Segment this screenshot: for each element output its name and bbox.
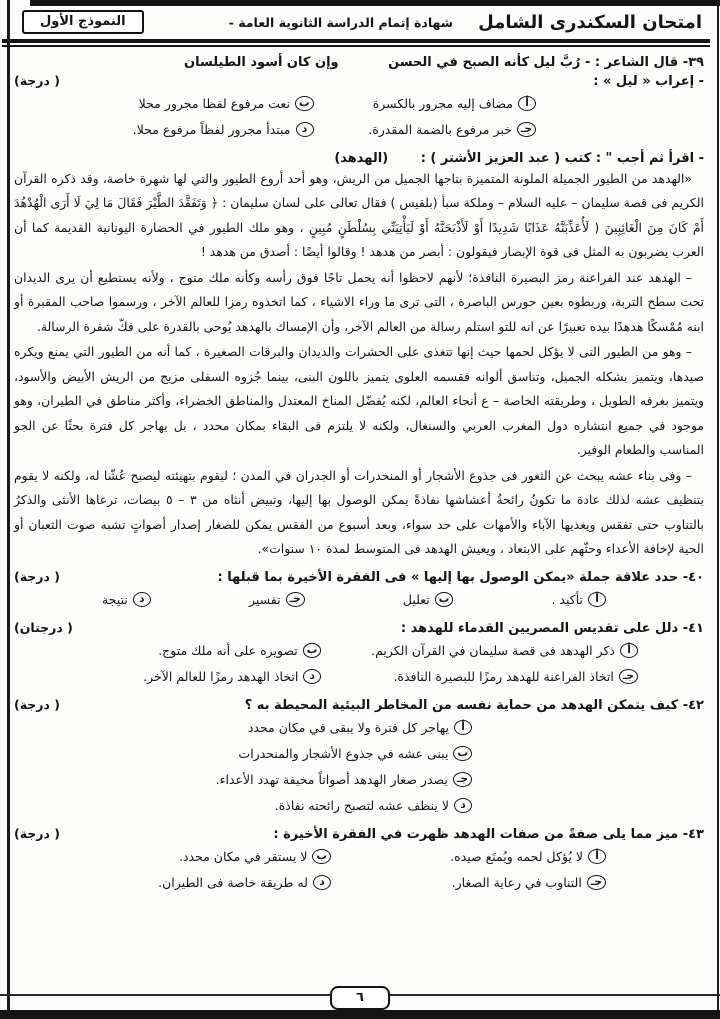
option-d[interactable] [14, 793, 472, 819]
option-text: نعت مرفوع لفظا مجرور محلا [138, 95, 290, 111]
passage-paragraph-1: «الهدهد من الطيور الجميلة الملونة المتميزة بتاجها الجميل من الريش، وهو أحد أروع الطيور والتي لها شهرة خاصة، وقد ذكره القرآن الكريم فى قصة سليمان – عليه السلام – وملكة سبأ (بلقيس ) فقال تعالى على لسان سليمان : ﴿ وَتَفَقَّدَ الطَّيْرَ فَقَالَ مَا لِيَ لَا أَرَى الْهُدْهُدَ أَمْ كَانَ مِنَ الْغَائِبِينَ ( لَأُعَذِّبَنَّهُ عَذَابًا شَدِيدًا أَوْ لَأَذْبَحَنَّهُ أَوْ لَيَأْتِيَنِّي بِسُلْطَنٍ مُبِينٍ ، وهو ملك الطيور في الحضارة اليونانية القديمة كما أن العرب يضربون به المثل فى قوة الإبصار فيقولون : أبصر من هدهد ! وقالوا أيضًا : أصدق من هدهد ! [14, 170, 704, 259]
question-40-prompt-row [14, 569, 704, 585]
passage-intro-row [14, 151, 704, 166]
poem-second-hemistich: وإن كان أسود الطيلسان [184, 54, 339, 70]
right-border [717, 0, 719, 1019]
question-41-options [53, 638, 638, 690]
option-letter-c: جـ [517, 122, 536, 137]
question-39-marks: ( درجة) [14, 72, 60, 88]
option-letter-b: ب [435, 592, 454, 607]
question-43-marks: ( درجة) [14, 825, 60, 841]
option-text: مبتدأ مجرور لفظاً مرفوع محلا. [132, 121, 291, 137]
header-rule-thick [2, 39, 710, 43]
option-text: تصويره على أنه ملك متوج. [158, 642, 298, 658]
option-letter-b: ب [295, 96, 314, 111]
question-43-prompt-row [14, 826, 704, 842]
question-41-prompt-row [14, 620, 704, 636]
certificate-subtitle: شهادة إتمام الدراسة الثانوية العامة - [228, 14, 454, 30]
option-text: لا ينظف عشه لتصبح رائحته نفاذة. [274, 797, 449, 813]
question-42-marks: ( درجة) [14, 696, 60, 712]
option-letter-b: ب [303, 643, 322, 658]
question-43-prompt: ٤٣- ميز مما يلى صفةً من صفات الهدهد ظهرت في الفقرة الأخيرة : [273, 826, 704, 842]
option-a[interactable] [321, 638, 638, 664]
left-border [7, 0, 10, 1019]
passage-intro: - اقرأ ثم أجب " : كتب ( عبد العزيز الأشتر ) : [420, 150, 704, 166]
option-d[interactable] [53, 664, 321, 690]
question-42-options [14, 715, 472, 819]
option-text: خبر مرفوع بالضمة المقدرة. [368, 121, 512, 137]
option-letter-a: أ [588, 849, 606, 864]
option-b[interactable] [53, 638, 321, 664]
option-a[interactable] [551, 587, 606, 613]
passage-paragraph-3: – وهو من الطيور التى لا يؤكل لحمها حيث إنها تتغذى على الحشرات والديدان والبرقات الصغيرة ، كما أنه من الطيور التي يمنع ويكره صيدها، ويتميز بشكله الجميل، وتناسق ألوانه فقسمه العلوى يتميز باللون البنى، بينما جُزوه السفلى مزيج من الريش الأبيض والأسود، ويتميز بغرفه الطويل ، وطريقته الخاصة – ع أنحاء العالم، لكنه يُفضّل المناخ المعتدل والمناطق الخضراء، وأكثر مناطق في الطيران، وهو موجود في جميع انتشاره دول المغرب العربي والسنغال، ولكنه لا يلتزم فى البقاء بمكان محدد ، بل يهاجر كل فترة بحثًا عن الجو المناسب والطعام الوفير. [14, 344, 704, 457]
option-letter-b: ب [453, 746, 472, 761]
option-letter-c: جـ [286, 592, 305, 607]
option-letter-a: أ [588, 592, 606, 607]
option-text: تعليل [402, 591, 430, 607]
option-text: يصدر صغار الهدهد أصواتاً مخيفة تهدد الأعداء. [215, 771, 448, 787]
option-letter-d: د [454, 798, 472, 813]
top-border-bar [30, 0, 720, 6]
model-number-badge: النموذج الأول [22, 10, 144, 34]
option-text: لا يُؤكل لحمه ويُمنَع صيده. [450, 848, 583, 864]
option-letter-c: جـ [587, 875, 606, 890]
option-letter-d: د [313, 875, 331, 890]
option-text: تأكيد . [551, 591, 583, 607]
option-c[interactable] [331, 870, 606, 896]
question-39-poem [14, 55, 704, 70]
poem-first-hemistich: ٣٩- قال الشاعر : - رُبَّ ليل كأنه الصبح في الحسن [388, 54, 704, 70]
question-41-prompt: ٤١- دلل على تقديس المصريين القدماء للهدهد : [400, 620, 704, 636]
option-c[interactable] [249, 587, 305, 613]
option-d[interactable] [91, 117, 314, 143]
option-text: لا يستقر في مكان محدد. [178, 848, 308, 864]
question-42-prompt-row [14, 697, 704, 713]
option-c[interactable] [14, 767, 472, 793]
option-b[interactable] [14, 741, 472, 767]
bottom-border-bar [0, 1010, 720, 1019]
question-40-prompt: ٤٠- حدد علاقة جملة «يمكن الوصول بها إليها » فى الفقرة الأخيرة بما قبلها : [217, 569, 704, 585]
option-letter-d: د [296, 122, 314, 137]
exam-title: امتحان السكندرى الشامل [478, 11, 702, 33]
option-b[interactable] [403, 587, 453, 613]
option-text: اتخاذ الهدهد رمزًا للعالم الآخر. [143, 668, 299, 684]
passage-title: (الهدهد) [334, 150, 389, 166]
option-a[interactable] [331, 844, 606, 870]
option-letter-c: جـ [619, 669, 638, 684]
option-d[interactable] [102, 587, 151, 613]
option-letter-a: أ [620, 643, 638, 658]
option-letter-c: جـ [453, 772, 472, 787]
question-39-prompt-row [14, 73, 704, 89]
page-number: ٦ [330, 986, 390, 1010]
option-letter-b: ب [312, 849, 331, 864]
option-letter-d: د [133, 592, 151, 607]
question-40-options [14, 587, 704, 613]
option-d[interactable] [81, 870, 331, 896]
option-text: يهاجر كل فترة ولا يبقى في مكان محدد [247, 719, 449, 735]
option-text: التناوب في رعاية الصغار. [451, 874, 582, 890]
question-40-marks: ( درجة) [14, 568, 60, 584]
question-42-prompt: ٤٢- كيف يتمكن الهدهد من حماية نفسه من المخاطر البيئية المحيطة به ؟ [244, 697, 704, 713]
option-text: يبنى عشه في جذوع الأشجار والمنحدرات [238, 745, 449, 761]
option-c[interactable] [314, 117, 537, 143]
option-text: ذكر الهدهد فى قصة سليمان في القرآن الكريم. [371, 642, 615, 658]
option-text: تفسير [248, 591, 281, 607]
question-41-marks: ( درجتان) [14, 619, 73, 635]
passage-paragraph-4: – وفى بناء عشه يبحث عن الثغور فى جذوع الأشجار أو المنحدرات أو الجدران في المدن ؛ ليقوم بتهيئته ليصبح عُشّا له، ولكنه لا يقوم بتنظيف عشه لذلك عادة ما تكونُ رائحةُ أعشاشها نفاذةً يمكن الوصول بها إليها، وتبيض أنثاه من ٣ – ٥ بيضات، ترعاها الأنثى والذكرُ بالتناوب حتى تفقس ويغذيها الآباء والأمهات على حد سواء، وبعد أسبوع من الفقس يمكن للصغار إصدار أصواتٍ تشبه صوت الثعبان أو الحية لإخافة الأعداء وحثّهم على الابتعاد ، ويعيش الهدهد فى المتوسط لمدة ١٠ سنوات». [14, 467, 704, 556]
option-text: اتخاذ الفراعنة للهدهد رمزًا للبصيرة النافذة. [393, 668, 614, 684]
option-a[interactable] [314, 91, 537, 117]
option-b[interactable] [91, 91, 314, 117]
option-letter-d: د [303, 669, 321, 684]
exam-body [0, 47, 720, 896]
option-text: له طريقة خاصة فى الطيران. [158, 874, 308, 890]
passage-paragraph-2: – الهدهد عند الفراعنة رمز البصيرة النافذة؛ لأنهم لاحظوا أنه يحمل تاجًا فوق رأسه وكأنه ملك متوج ، ولأنه يستطيع أن يرى الديدان تحت سطح التربة، وربطوه بعين حورس الباصرة ، التى ترى ما وراء الاشياء ، كما اتخذوه رمزا للعالم الآخر ، ورسموا صاحب المقبرة أو ابنه مُمْسكًا هدهدًا بيده تعبيرًا عن انه للتو استلم رسالة من العالم الآخر، وأن الإمساك بالهدهد يُوحى بالقدرة على فكّ شفرة الرسالة. [14, 269, 704, 334]
option-letter-a: أ [518, 96, 536, 111]
question-39-prompt: - إعراب « ليل » : [593, 73, 704, 89]
option-text: نتيجة [102, 591, 128, 607]
question-39-options [91, 91, 536, 143]
option-b[interactable] [81, 844, 331, 870]
option-c[interactable] [321, 664, 638, 690]
option-text: مضاف إليه مجرور بالكسرة [372, 95, 513, 111]
question-43-options [81, 844, 606, 896]
option-letter-a: أ [454, 720, 472, 735]
option-a[interactable] [14, 715, 472, 741]
